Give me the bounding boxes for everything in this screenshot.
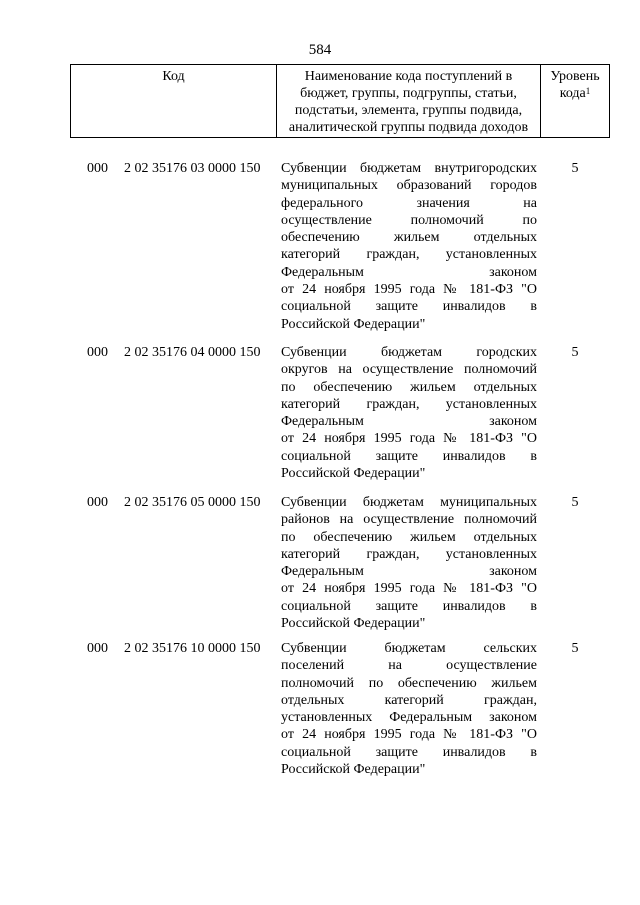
header-level-label-2: кода$^1$ [559,86,591,101]
revenue-name-line: Федеральным законом [281,564,537,580]
revenue-name-line: осуществление полномочий по [281,212,537,228]
revenue-name [281,160,537,333]
revenue-name-line: отдельных категорий граждан, [281,692,537,708]
revenue-name-line: Субвенции бюджетам внутригородских [281,161,537,176]
code-level: 5 [571,495,579,510]
revenue-name-line: Субвенции бюджетам сельских [281,641,537,656]
revenue-name-line: Российской Федерации" [281,316,426,332]
code-level: 5 [571,641,579,656]
revenue-name-line: Федеральным законом [281,414,537,430]
header-name-line: Наименование кода поступлений в [304,69,513,84]
revenue-name-line: социальной защите инвалидов в [281,598,537,614]
revenue-name-line: социальной защите инвалидов в [281,448,537,464]
revenue-name-line: установленных Федеральным законом [281,710,537,726]
revenue-name-line: Федеральным законом [281,264,537,280]
revenue-name-line: поселений на осуществление [281,658,537,674]
revenue-name-line: от 24 ноября 1995 года № 181-ФЗ "О [281,282,537,298]
revenue-name-line: категорий граждан, установленных [281,396,537,412]
revenue-name-line: Российской Федерации" [281,466,426,482]
revenue-name-line: Российской Федерации" [281,762,426,778]
revenue-name-line: от 24 ноября 1995 года № 181-ФЗ "О [281,727,537,743]
revenue-code: 2 02 35176 03 0000 150 [124,161,261,176]
revenue-name-line: муниципальных образований городов [281,178,537,194]
revenue-name-line: категорий граждан, установленных [281,546,537,562]
table-header [70,64,610,138]
revenue-name-line: от 24 ноября 1995 года № 181-ФЗ "О [281,581,537,597]
revenue-name-line: округов на осуществление полномочий [281,362,537,378]
revenue-name-line: от 24 ноября 1995 года № 181-ФЗ "О [281,431,537,447]
footnote-marker: 1 [585,86,591,96]
revenue-name-line: по обеспечению жильем отдельных [281,379,537,395]
admin-code: 000 [87,345,108,360]
revenue-code: 2 02 35176 05 0000 150 [124,495,261,510]
revenue-name-line: Субвенции бюджетам городских [281,345,537,360]
header-name-line: подстатьи, элемента, группы подвида, [294,103,523,118]
revenue-name-line: районов на осуществление полномочий [281,512,537,528]
revenue-name [281,640,537,778]
admin-code: 000 [87,495,108,510]
revenue-code: 2 02 35176 04 0000 150 [124,345,261,360]
header-level-column [541,65,609,137]
revenue-name-line: социальной защите инвалидов в [281,299,537,315]
header-code-column: Код [162,69,185,84]
revenue-name-line: федерального значения на [281,195,537,211]
header-name-column [276,65,541,137]
revenue-code: 2 02 35176 10 0000 150 [124,641,261,656]
revenue-name [281,494,537,632]
revenue-name-line: категорий граждан, установленных [281,247,537,263]
header-level-label: Уровень [550,69,600,84]
revenue-name-line: обеспечению жильем отдельных [281,230,537,246]
revenue-name-line: Российской Федерации" [281,616,426,632]
code-level: 5 [571,161,579,176]
revenue-name-line: Субвенции бюджетам муниципальных [281,495,537,510]
revenue-name-line: по обеспечению жильем отдельных [281,529,537,545]
revenue-name-line: полномочий по обеспечению жильем [281,675,537,691]
page-number: 584 [308,42,332,58]
admin-code: 000 [87,161,108,176]
revenue-name [281,344,537,482]
header-name-line: аналитической группы подвида доходов [288,120,529,135]
header-name-line: бюджет, группы, подгруппы, статьи, [300,86,517,101]
revenue-name-line: социальной защите инвалидов в [281,744,537,760]
code-level: 5 [571,345,579,360]
admin-code: 000 [87,641,108,656]
